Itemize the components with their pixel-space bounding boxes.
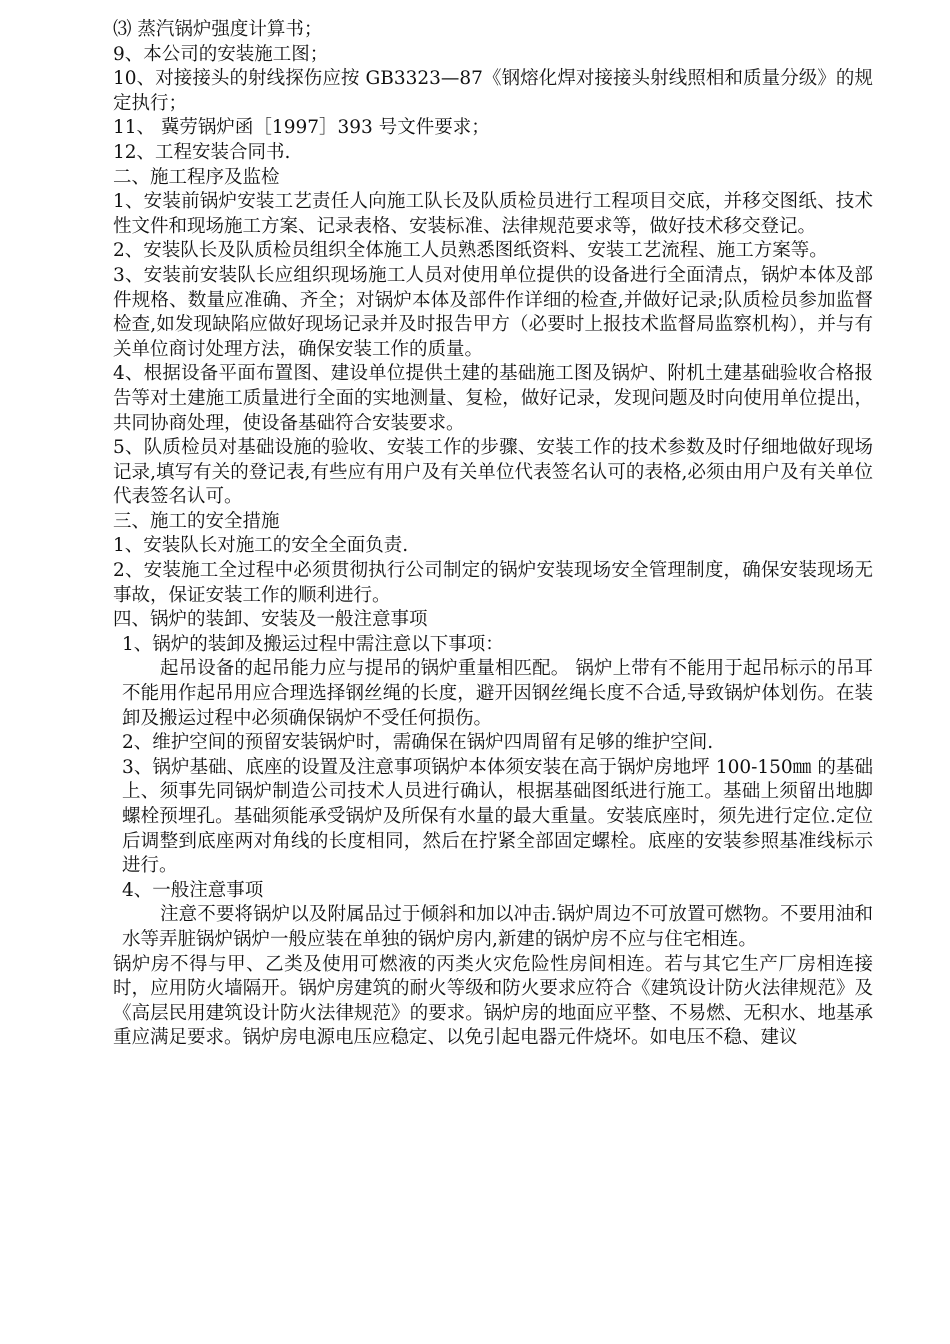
paragraph: 3、锅炉基础、底座的设置及注意事项锅炉本体须安装在高于锅炉房地坪 100-150㎜ 的基础上、须事先同锅炉制造公司技术人员进行确认，根据基础图纸进行施工。基础上须留出地脚螺栓预埋孔。基础须能承受锅炉及所保有水量的最大重量。安装底座时，须先进行定位.定位后调整到底座两对角线的长度相同，然后在拧紧全部固定螺栓。底座的安装参照基准线标示进行。 [122,756,873,877]
paragraph: 1、安装队长对施工的安全全面负责. [113,535,409,557]
paragraph: ⑶ 蒸汽锅炉强度计算书； [113,19,323,40]
document-page [113,18,873,1051]
paragraph: 起吊设备的起吊能力应与提吊的锅炉重量相匹配。 锅炉上带有不能用于起吊标示的吊耳不能用作起吊用应合理选择钢丝绳的长度，避开因钢丝绳长度不合适,导致锅炉体划伤。在装卸及搬运过程中必须确保锅炉不受任何损伤。 [122,658,873,729]
paragraph: 注意不要将锅炉以及附属品过于倾斜和加以冲击.锅炉周边不可放置可燃物。不要用油和水等弄脏锅炉锅炉一般应装在单独的锅炉房内,新建的锅炉房不应与住宅相连。 [122,904,873,950]
paragraph: 4、根据设备平面布置图、建设单位提供土建的基础施工图及锅炉、附机土建基础验收合格报告等对土建施工质量进行全面的实地测量、复检，做好记录，发现问题及时向使用单位提出，共同协商处理，使设备基础符合安装要求。 [113,363,873,434]
paragraph: 1、安装前锅炉安装工艺责任人向施工队长及队质检员进行工程项目交底，并移交图纸、技术性文件和现场施工方案、记录表格、安装标准、法律规范要求等，做好技术移交登记。 [113,191,873,237]
paragraph: 2、维护空间的预留安装锅炉时，需确保在锅炉四周留有足够的维护空间. [122,732,714,754]
paragraph: 1、锅炉的装卸及搬运过程中需注意以下事项： [122,633,504,655]
paragraph: 11、 冀劳锅炉函［1997］393 号文件要求； [113,117,490,139]
section-heading: 三、施工的安全措施 [113,510,280,532]
paragraph: 锅炉房不得与甲、乙类及使用可燃液的丙类火灾危险性房间相连。若与其它生产厂房相连接时，应用防火墙隔开。锅炉房建筑的耐火等级和防火要求应符合《建筑设计防火法律规范》及《高层民用建筑设计防火法律规范》的要求。锅炉房的地面应平整、不易燃、无积水、地基承重应满足要求。锅炉房电源电压应稳定、以免引起电器元件烧坏。如电压不稳、建议 [113,953,873,1049]
paragraph: 2、安装施工全过程中必须贯彻执行公司制定的锅炉安装现场安全管理制度，确保安装现场无事故，保证安装工作的顺利进行。 [113,560,873,606]
paragraph: 3、安装前安装队长应组织现场施工人员对使用单位提供的设备进行全面清点，锅炉本体及部件规格、数量应准确、齐全；对锅炉本体及部件作详细的检查,并做好记录;队质检员参加监督检查,如发现缺陷应做好现场记录并及时报告甲方（必要时上报技术监督局监察机构），并与有关单位商讨处理方法，确保安装工作的质量。 [113,264,873,360]
paragraph: 4、一般注意事项 [122,879,264,901]
paragraph: 2、安装队长及队质检员组织全体施工人员熟悉图纸资料、安装工艺流程、施工方案等。 [113,240,828,262]
paragraph: 5、队质检员对基础设施的验收、安装工作的步骤、安装工作的技术参数及时仔细地做好现场记录,填写有关的登记表,有些应有用户及有关单位代表签名认可的表格,必须由用户及有关单位代表签名认可。 [113,437,873,508]
section-heading: 二、施工程序及监检 [113,166,280,188]
paragraph: 10、对接接头的射线探伤应按 GB3323—87《钢熔化焊对接接头射线照相和质量分级》的规定执行； [113,68,873,114]
paragraph: 12、工程安装合同书. [113,141,291,163]
section-heading: 四、锅炉的装卸、安装及一般注意事项 [113,609,428,631]
paragraph: 9、本公司的安装施工图； [113,43,329,65]
